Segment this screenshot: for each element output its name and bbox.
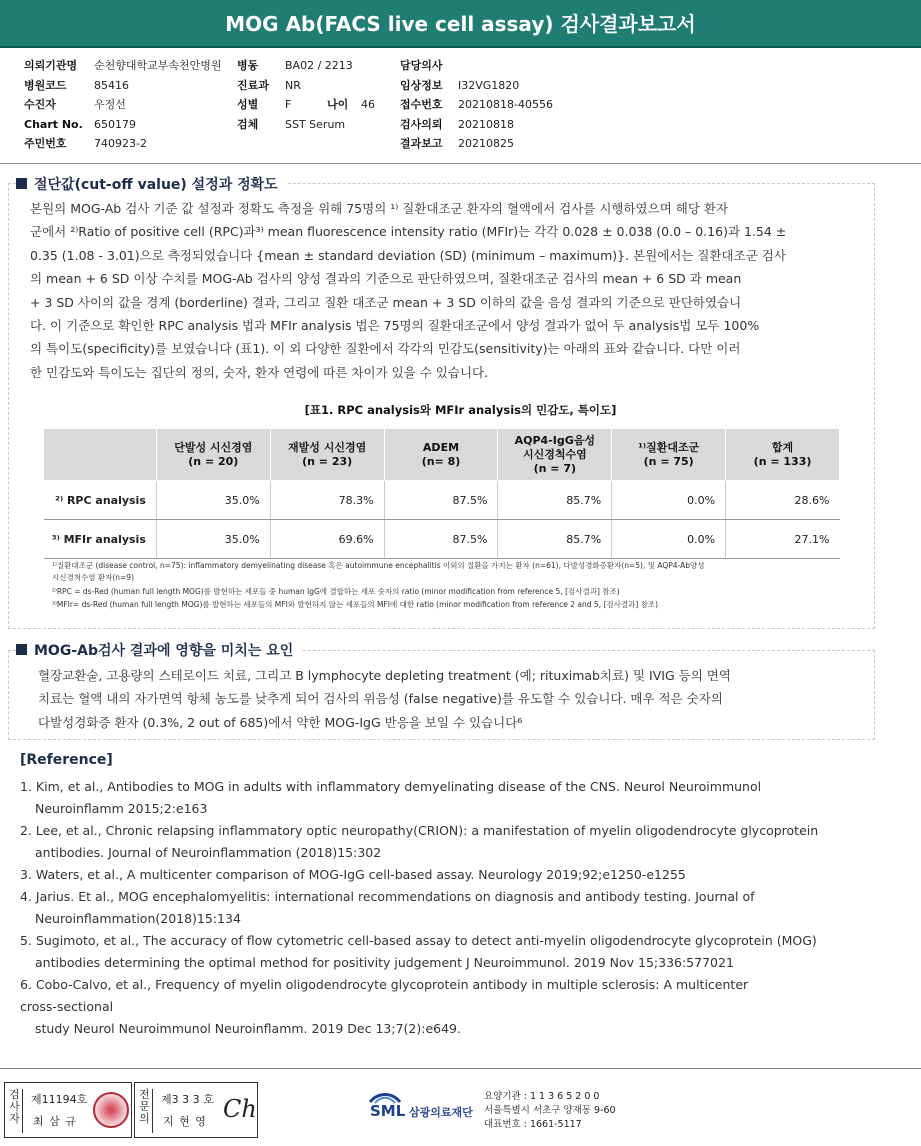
info-label-age: 나이 (327, 98, 349, 111)
reference-line: antibodies. Journal of Neuroinflammation (2018)15:302 (35, 845, 382, 860)
info-value: F (285, 98, 292, 111)
table-header-cell: 재발성 시신경염 (n = 23) (270, 429, 384, 481)
paragraph-line: 의 특이도(specificity)를 보였습니다 (표1). 이 외 다양한 질환에서 각각의 민감도(sensitivity)는 아래의 표와 같습니다. 다만 이러 (30, 341, 741, 357)
square-bullet-icon (16, 178, 27, 189)
inspector-name: 최 삼 규 (33, 1115, 77, 1128)
info-row-specimen (237, 115, 375, 135)
section2-paragraph (38, 664, 868, 734)
references-list (20, 776, 900, 1040)
info-label: Chart No. (24, 117, 83, 131)
table-cell: 87.5% (384, 520, 498, 559)
table-header-cell: AQP4-IgG음성 시신경척수염 (n = 7) (498, 429, 612, 481)
patient-info-col2 (237, 56, 375, 134)
reference-line: 5. Sugimoto, et al., The accuracy of flow cytometric cell-based assay to detect anti-myelin oligodendrocyte glycoprotein (MOG) (20, 933, 817, 948)
table-header-cell: ADEM (n= 8) (384, 429, 498, 481)
lab-logo-text: SML (370, 1102, 406, 1120)
info-label: 의뢰기관명 (24, 59, 78, 72)
reference-line: cross-sectional (20, 999, 114, 1014)
reference-line: Neuroinflammation(2018)15:134 (35, 911, 241, 926)
reference-line: antibodies determining the optimal method for positivity judgement J Neuroimmunol. 2019 Nov 15;336:577021 (35, 955, 734, 970)
table-cell: 27.1% (726, 520, 840, 559)
table-cell: 0.0% (612, 481, 726, 520)
info-row-physician (400, 56, 553, 76)
info-row-hospital-code (24, 76, 222, 96)
table-header-cell: 단발성 시신경염 (n = 20) (156, 429, 270, 481)
reviewer-signature-icon: Ch (223, 1095, 257, 1123)
table-header-cell: 합계 (n = 133) (726, 429, 840, 481)
inspector-stamp-box (4, 1082, 132, 1138)
info-label: 접수번호 (400, 98, 443, 111)
section1-paragraph (30, 197, 870, 384)
info-value: 20210825 (458, 137, 514, 150)
info-row-resident-no (24, 134, 222, 154)
sensitivity-table (43, 428, 840, 559)
lab-code: 요양기관 : 1 1 3 6 5 2 0 0 (484, 1091, 600, 1102)
inspector-seal-icon (93, 1092, 129, 1128)
info-row-receipt-no (400, 95, 553, 115)
footnote: ²⁾RPC = ds-Red (human full length MOG)를 발현하는 세포들 중 human IgG에 결합하는 세포 숫자의 ratio (minor modification from reference 5, [검사결과] 참조) (52, 587, 620, 596)
report-title: MOG Ab(FACS live cell assay) 검사결과보고서 (0, 0, 921, 48)
lab-address: 서울특별시 서초구 양재동 9-60 (484, 1105, 616, 1116)
info-value: 20210818-40556 (458, 98, 553, 111)
table-header-cell: ¹⁾질환대조군 (n = 75) (612, 429, 726, 481)
reviewer-stamp-box (134, 1082, 258, 1138)
info-label: 병원코드 (24, 78, 67, 92)
info-row-clinical-info (400, 76, 553, 96)
info-label: 검체 (237, 117, 259, 131)
reference-line: Neuroinflamm 2015;2:e163 (35, 801, 208, 816)
paragraph-line: 의 mean + 6 SD 이상 수치를 MOG-Ab 검사의 양성 결과의 기준으로 판단하였으며, 질환대조군 검사의 mean + 6 SD 과 mean (30, 271, 742, 287)
table-cell: 85.7% (498, 520, 612, 559)
lab-name: 삼광의료재단 (409, 1106, 473, 1119)
section2-heading-text: MOG-Ab검사 결과에 영향을 미치는 요인 (34, 643, 294, 659)
table-caption: [표1. RPC analysis와 MFIr analysis의 민감도, 특이도] (304, 403, 617, 417)
paragraph-line: 군에서 ²⁾Ratio of positive cell (RPC)과³⁾ mean fluorescence intensity ratio (MFIr)는 각각 0.028 ± 0.038 (0.0 – 0.16)과 1.54 ± (30, 224, 787, 240)
table-cell: 85.7% (498, 481, 612, 520)
info-value: NR (285, 78, 301, 92)
info-label: 진료과 (237, 78, 269, 92)
table-cell: 35.0% (156, 520, 270, 559)
paragraph-line: 치료는 혈액 내의 자가면역 항체 농도를 낮추게 되어 검사의 위음성 (false negative)를 유도할 수 있습니다. 매우 적은 숫자의 (38, 691, 723, 707)
paragraph-line: + 3 SD 사이의 값을 경계 (borderline) 결과, 그리고 질환 대조군 mean + 3 SD 이하의 값을 음성 결과의 기준으로 판단하였습니 (30, 294, 742, 310)
info-label: 주민번호 (24, 137, 67, 150)
paragraph-line: 0.35 (1.08 - 3.01)으로 측정되었습니다 {mean ± standard deviation (SD) (minimum – maximum)}. 본원에서는 질환대조군 검사 (30, 247, 786, 263)
info-label: 담당의사 (400, 59, 443, 72)
info-row-chart-no (24, 115, 222, 135)
footnote: ³⁾MFIr= ds-Red (human full length MOG)를 발현하는 세포들의 MFI와 발현하지 않는 세포들의 MFI에 대한 ratio (minor modification from reference 2 and 5, [검사결과] 참조) (52, 600, 659, 609)
footer-divider (0, 1068, 921, 1069)
footnote: 시신경척수염 환자(n=9) (52, 573, 135, 582)
info-label: 검사의뢰 (400, 117, 443, 131)
table-cell: 69.6% (270, 520, 384, 559)
info-value: BA02 / 2213 (285, 59, 353, 72)
section1-heading (16, 174, 286, 194)
table-row-header: ³⁾ MFIr analysis (44, 520, 157, 559)
table-cell: 28.6% (726, 481, 840, 520)
info-row-ward (237, 56, 375, 76)
info-row-department (237, 76, 375, 96)
info-label: 병동 (237, 59, 259, 72)
info-value: SST Serum (285, 117, 346, 131)
reference-line: 1. Kim, et al., Antibodies to MOG in adults with inflammatory demyelinating disease of the CNS. Neurol Neuroimmunol (20, 779, 762, 794)
table-row-header: ²⁾ RPC analysis (44, 481, 157, 520)
paragraph-line: 다. 이 기준으로 확인한 RPC analysis 법과 MFIr analysis 법은 75명의 질환대조군에서 양성 결과가 없어 두 analysis법 모두 100% (30, 318, 760, 334)
table-cell: 87.5% (384, 481, 498, 520)
info-value: 20210818 (458, 117, 514, 131)
info-label: 결과보고 (400, 137, 443, 150)
info-value: 740923-2 (94, 137, 147, 150)
table-cell: 35.0% (156, 481, 270, 520)
lab-phone: 대표번호 : 1661-5117 (484, 1119, 582, 1130)
info-row-sex-age (237, 95, 375, 115)
info-value: 순천향대학교부속천안병원 (94, 59, 222, 72)
reviewer-name: 지 현 영 (163, 1115, 207, 1128)
info-label: 임상정보 (400, 78, 443, 92)
reference-line: 6. Cobo-Calvo, et al., Frequency of myelin oligodendrocyte glycoprotein antibody in multiple sclerosis: A multicenter (20, 977, 749, 992)
references-heading: [Reference] (20, 752, 113, 768)
patient-info-panel (0, 52, 921, 164)
info-value: I32VG1820 (458, 78, 520, 92)
paragraph-line: 한 민감도와 특이도는 집단의 정의, 숫자, 환자 연령에 따른 차이가 있을 수 있습니다. (30, 364, 489, 380)
reference-line: 3. Waters, et al., A multicenter comparison of MOG-IgG cell-based assay. Neurology 2019;92;e1250-e1255 (20, 867, 686, 882)
patient-info-col3 (400, 56, 553, 154)
info-label: 성별 (237, 98, 259, 111)
info-label: 수진자 (24, 98, 56, 111)
info-value: 우정선 (94, 98, 126, 111)
table-header-row (44, 429, 840, 481)
info-value: 85416 (94, 78, 129, 92)
table-header-cell (44, 429, 157, 481)
table-row (44, 520, 840, 559)
paragraph-line: 혈장교환술, 고용량의 스테로이드 치료, 그리고 B lymphocyte depleting treatment (예; rituximab치료) 및 IVIG 등의 면역 (38, 668, 731, 683)
info-row-test-request (400, 115, 553, 135)
info-value-age: 46 (361, 98, 375, 111)
info-row-requesting-org (24, 56, 222, 76)
reviewer-license-no: 제3 3 3 호 (161, 1093, 214, 1106)
reference-line: 2. Lee, et al., Chronic relapsing inflammatory optic neuropathy(CRION): a manifestation of myelin oligodendrocyte glycoprotein (20, 823, 819, 838)
info-row-patient-name (24, 95, 222, 115)
info-value: 650179 (94, 117, 136, 131)
section1-heading-text: 절단값(cut-off value) 설정과 정확도 (34, 177, 278, 193)
reviewer-label: 전 문 의 (137, 1089, 153, 1133)
table-row (44, 481, 840, 520)
inspector-license-no: 제11194호 (31, 1093, 88, 1106)
info-row-result-report (400, 134, 553, 154)
paragraph-line: 다발성경화증 환자 (0.3%, 2 out of 685)에서 약한 MOG-IgG 반응을 보일 수 있습니다⁶ (38, 714, 523, 730)
inspector-label: 검 사 자 (7, 1089, 23, 1133)
square-bullet-icon (16, 644, 27, 655)
lab-info (484, 1090, 616, 1132)
section2-heading (16, 640, 301, 660)
footnote: ¹⁾질환대조군 (disease control, n=75): inflammatory demyelinating disease 혹은 autoimmune encephalitis 이외의 질환을 가지는 환자 (n=61), 다발성경화증환자(n=5), 및 AQP4-Ab양성 (52, 561, 705, 570)
paragraph-line: 본원의 MOG-Ab 검사 기준 값 설정과 정확도 측정을 위해 75명의 ¹⁾ 질환대조군 환자의 혈액에서 검사를 시행하였으며 해당 환자 (30, 201, 729, 216)
reference-line: 4. Jarius. Et al., MOG encephalomyelitis: international recommendations on diagnosis and antibody testing. Journal of (20, 889, 755, 904)
table-cell: 78.3% (270, 481, 384, 520)
patient-info-col1 (24, 56, 222, 154)
table-cell: 0.0% (612, 520, 726, 559)
reference-line: study Neurol Neuroimmunol Neuroinflamm. 2019 Dec 13;7(2):e649. (35, 1021, 461, 1036)
